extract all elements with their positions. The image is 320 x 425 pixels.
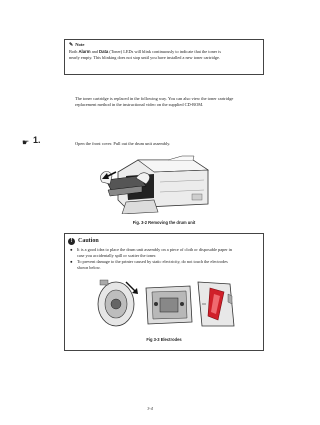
note-text: Both Alarm and Data (Toner) LEDs will blink continuously to indicate that the toner is nearly empty. This blinking does not stop until you have installed a new toner cartridge. (69, 49, 222, 60)
caution-heading: ! Caution (68, 238, 99, 245)
intro-paragraph: The toner cartridge is replaced in the following way. You can also view the toner cartridge replacement method in the instructional video on the supplied CD-ROM. (75, 96, 234, 107)
step-number: 1. (33, 135, 41, 145)
pointing-hand-icon: ☛ (22, 138, 30, 147)
pencil-icon: ✎ (69, 43, 74, 48)
bullet-icon: ● (70, 247, 73, 252)
figure-caption: Fig 3-3 Electrodes (146, 337, 182, 342)
warning-icon: ! (68, 238, 75, 245)
data-label: Data (98, 49, 109, 54)
note-heading: ✎ Note (69, 42, 85, 48)
electrodes-illustration (90, 274, 240, 332)
list-item: ● It is a good idea to place the drum unit assembly on a piece of cloth or disposable paper in case you accidentally spill or scatter the toner. (70, 247, 233, 258)
caution-list (70, 247, 258, 271)
note-box (64, 39, 264, 75)
drum-removal-illustration (98, 152, 213, 214)
step-text: Open the front cover. Pull out the drum unit assembly. (75, 141, 171, 146)
alarm-label: Alarm (78, 49, 91, 54)
list-item: ● To prevent damage to the printer caused by static electricity, do not touch the electrodes shown below. (70, 259, 228, 270)
figure-caption: Fig. 3-2 Removing the drum unit (132, 220, 196, 225)
bullet-icon: ● (70, 259, 73, 264)
page-number: 3-4 (147, 406, 153, 411)
